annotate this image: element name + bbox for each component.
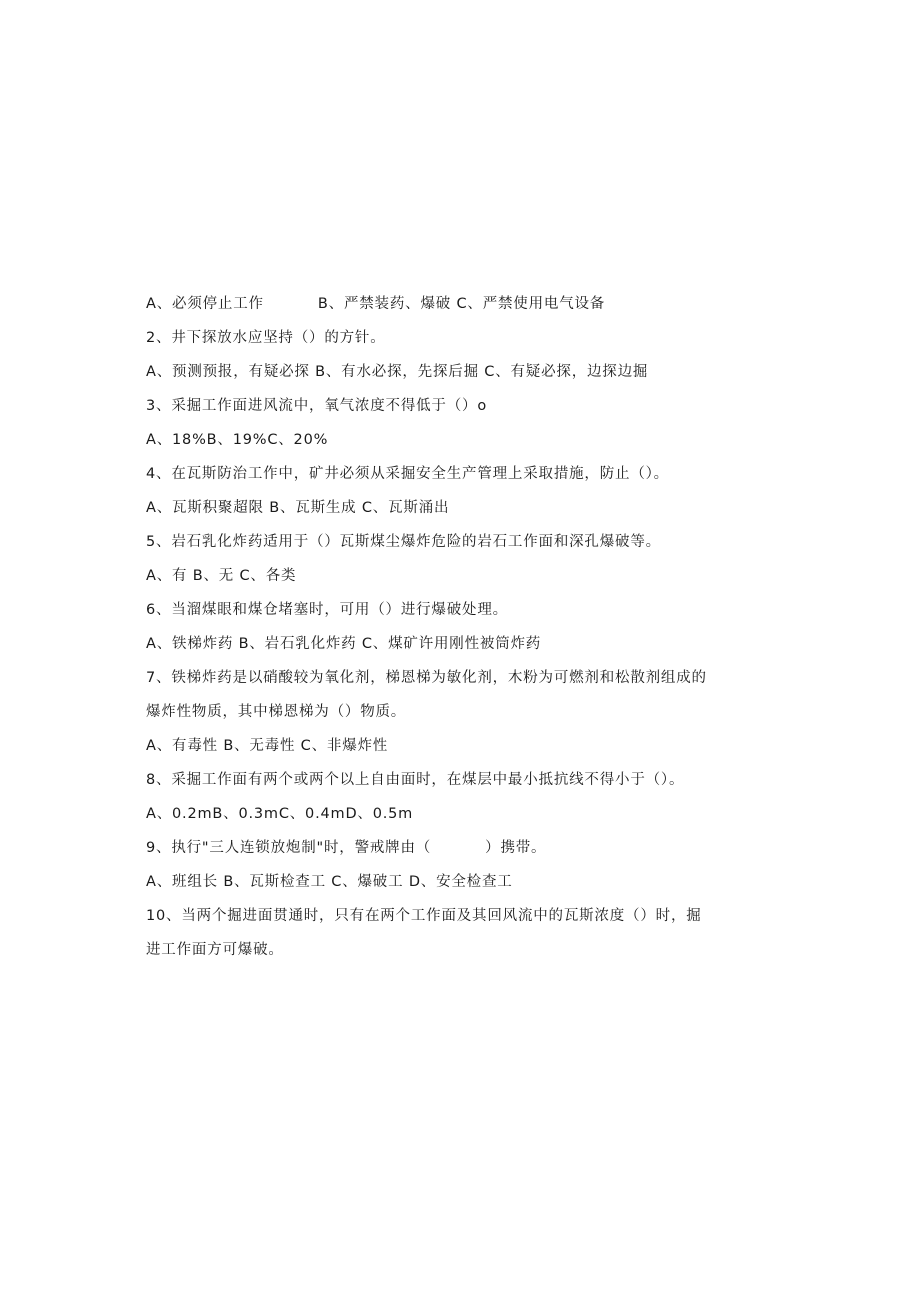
options-9: A、班组长 B、瓦斯检查工 C、爆破工 D、安全检查工 bbox=[146, 874, 513, 890]
question-list bbox=[146, 287, 766, 967]
options-4: A、瓦斯积聚超限 B、瓦斯生成 C、瓦斯涌出 bbox=[146, 500, 450, 516]
options-3: A、18%B、19%C、20% bbox=[146, 432, 329, 448]
question-3: 3、采掘工作面进风流中，氧气浓度不得低于（）o bbox=[146, 398, 487, 414]
options-6: A、铁梯炸药 B、岩石乳化炸药 C、煤矿许用刚性被筒炸药 bbox=[146, 636, 542, 652]
options-8: A、0.2mB、0.3mC、0.4mD、0.5m bbox=[146, 806, 414, 822]
question-10: 10、当两个掘进面贯通时，只有在两个工作面及其回风流中的瓦斯浓度（）时，掘 bbox=[146, 908, 702, 924]
question-10-continued: 进工作面方可爆破。 bbox=[146, 942, 284, 958]
options-line: A、必须停止工作 B、严禁装药、爆破 C、严禁使用电气设备 bbox=[146, 296, 606, 312]
question-9: 9、执行"三人连锁放炮制"时，警戒牌由（ ）携带。 bbox=[146, 840, 547, 856]
options-2: A、预测预报，有疑必探 B、有水必探，先探后掘 C、有疑必探，边探边掘 bbox=[146, 364, 649, 380]
question-7: 7、铁梯炸药是以硝酸较为氧化剂，梯恩梯为敏化剂，木粉为可燃剂和松散剂组成的 bbox=[146, 670, 707, 686]
question-2: 2、井下探放水应坚持（）的方针。 bbox=[146, 330, 386, 346]
options-5: A、有 B、无 C、各类 bbox=[146, 568, 297, 584]
question-8: 8、采掘工作面有两个或两个以上自由面时，在煤层中最小抵抗线不得小于（）。 bbox=[146, 772, 685, 788]
question-5: 5、岩石乳化炸药适用于（）瓦斯煤尘爆炸危险的岩石工作面和深孔爆破等。 bbox=[146, 534, 661, 550]
question-7-continued: 爆炸性物质，其中梯恩梯为（）物质。 bbox=[146, 704, 407, 720]
question-4: 4、在瓦斯防治工作中，矿井必须从采掘安全生产管理上采取措施，防止（）。 bbox=[146, 466, 669, 482]
question-6: 6、当溜煤眼和煤仓堵塞时，可用（）进行爆破处理。 bbox=[146, 602, 508, 618]
options-7: A、有毒性 B、无毒性 C、非爆炸性 bbox=[146, 738, 389, 754]
